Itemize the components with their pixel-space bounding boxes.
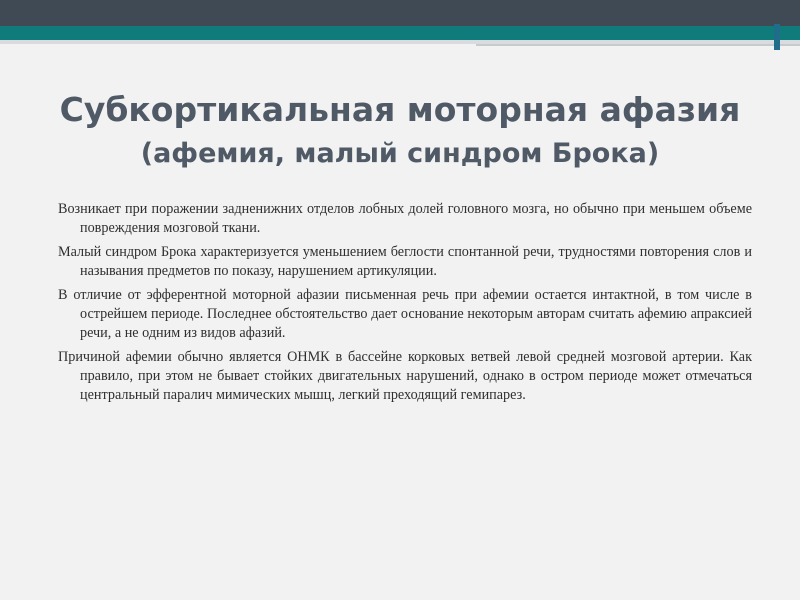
body-paragraph-2: Малый синдром Брока характеризуется уменьшением беглости спонтанной речи, трудностями повторения слов и называния предметов по показу, нарушением артикуляции. bbox=[58, 244, 752, 279]
slide-body bbox=[58, 200, 752, 410]
body-paragraph-1: Возникает при поражении задненижних отделов лобных долей головного мозга, но обычно при меньшем объеме повреждения мозговой ткани. bbox=[58, 201, 752, 236]
decorative-line bbox=[476, 44, 800, 46]
body-paragraph-3: В отличие от эфферентной моторной афазии письменная речь при афемии остается интактной, в том числе в острейшем периоде. Последнее обстоятельство дает основание некоторым авторам считать афемию апраксией речи, а не одним из видов афазий. bbox=[58, 287, 752, 341]
slide-title-main: Субкортикальная моторная афазия bbox=[59, 90, 741, 129]
decorative-tab bbox=[774, 24, 780, 50]
header-accent-stripe bbox=[0, 26, 800, 40]
slide-title-sub: (афемия, малый синдром Брока) bbox=[140, 138, 660, 169]
header-bar bbox=[0, 0, 800, 26]
body-paragraph-4: Причиной афемии обычно является ОНМК в бассейне корковых ветвей левой средней мозговой артерии. Как правило, при этом не бывает стойких двигательных нарушений, однако в остром периоде может отмечаться центральный паралич мимических мышц, легкий преходящий гемипарез. bbox=[58, 349, 752, 403]
slide-title bbox=[40, 90, 760, 174]
